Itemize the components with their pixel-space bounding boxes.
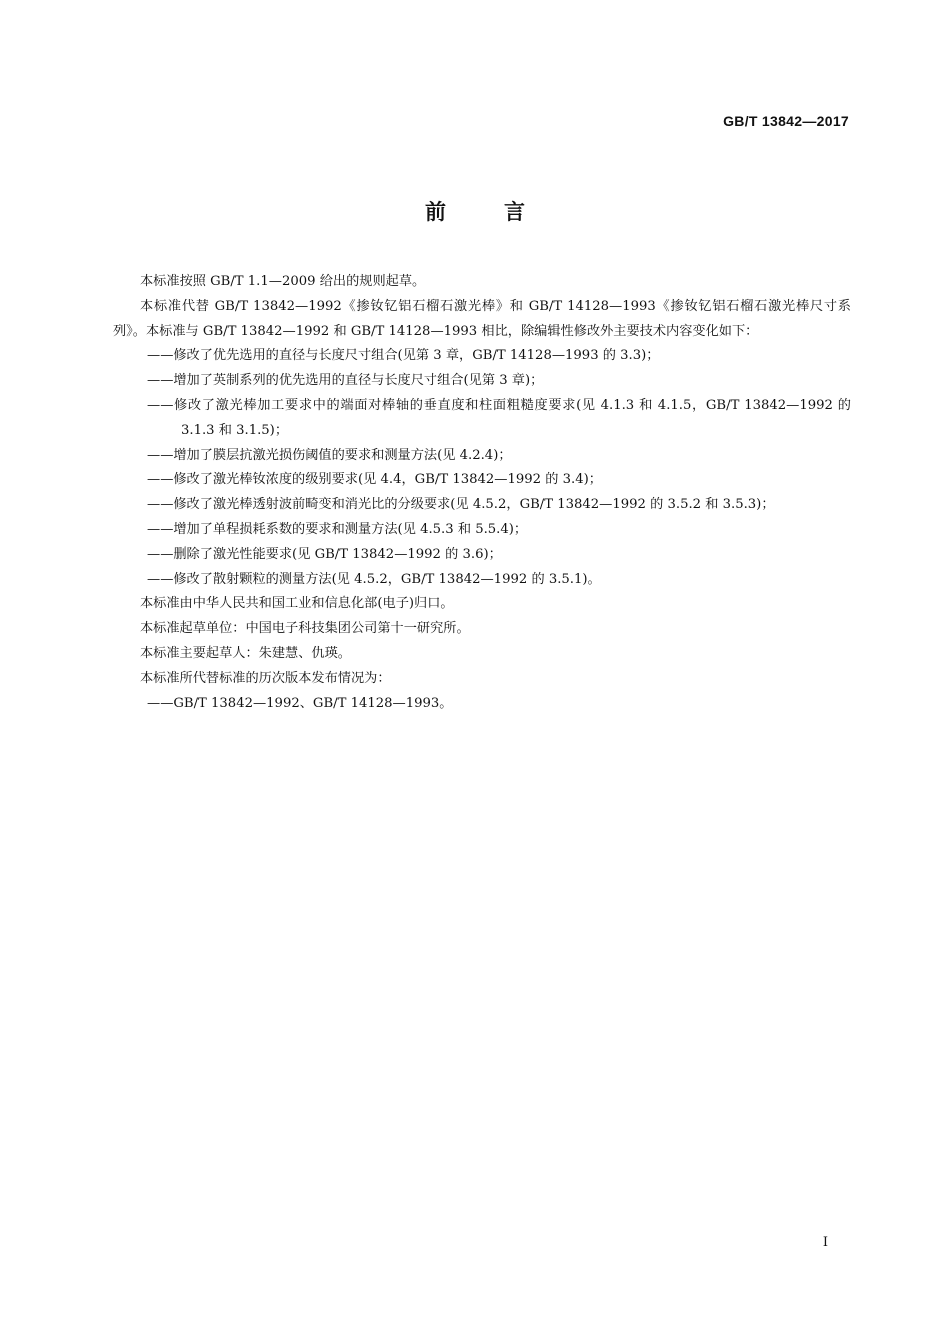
- page-title: 前言: [425, 200, 583, 224]
- paragraph-drafting-rules: 本标准按照 GB/T 1.1—2009 给出的规则起草。: [140, 274, 426, 289]
- change-item: ——修改了散射颗粒的测量方法(见 4.5.2，GB/T 13842—1992 的 3.5.1)。: [147, 571, 601, 587]
- change-item: ——修改了激光棒加工要求中的端面对棒轴的垂直度和柱面粗糙度要求(见 4.1.3 和 4.1.5，GB/T 13842—1992 的 3.1.3 和 3.1.5)；: [147, 397, 851, 438]
- change-item: ——增加了单程损耗系数的要求和测量方法(见 4.5.3 和 5.5.4)；: [147, 521, 528, 537]
- paragraph-drafters: 本标准主要起草人：朱建慧、仇瑛。: [140, 645, 351, 661]
- paragraph-history-intro: 本标准所代替标准的历次版本发布情况为：: [140, 670, 391, 686]
- change-item: ——增加了膜层抗激光损伤阈值的要求和测量方法(见 4.2.4)；: [147, 447, 512, 463]
- paragraph-drafting-unit: 本标准起草单位：中国电子科技集团公司第十一研究所。: [140, 621, 470, 637]
- paragraph-authority: 本标准由中华人民共和国工业和信息化部(电子)归口。: [140, 596, 454, 612]
- history-item: ——GB/T 13842—1992、GB/T 14128—1993。: [147, 695, 453, 711]
- paragraph-replacement: 本标准代替 GB/T 13842—1992《掺钕钇铝石榴石激光棒》和 GB/T 14128—1993《掺钕钇铝石榴石激光棒尺寸系列》。本标准与 GB/T 13842—1992 和 GB/T 14128—1993 相比，除编辑性修改外主要技术内容变化如下：: [113, 298, 851, 339]
- standard-code: GB/T 13842—2017: [723, 113, 849, 129]
- change-item: ——修改了优先选用的直径与长度尺寸组合(见第 3 章，GB/T 14128—1993 的 3.3)；: [147, 348, 660, 364]
- foreword-body: [113, 270, 851, 716]
- change-item: ——修改了激光棒透射波前畸变和消光比的分级要求(见 4.5.2，GB/T 13842—1992 的 3.5.2 和 3.5.3)；: [147, 497, 775, 513]
- change-item: ——删除了激光性能要求(见 GB/T 13842—1992 的 3.6)；: [147, 546, 502, 562]
- change-item: ——增加了英制系列的优先选用的直径与长度尺寸组合(见第 3 章)；: [147, 373, 544, 389]
- page-number: I: [822, 1235, 828, 1250]
- change-item: ——修改了激光棒钕浓度的级别要求(见 4.4，GB/T 13842—1992 的 3.4)；: [147, 472, 602, 488]
